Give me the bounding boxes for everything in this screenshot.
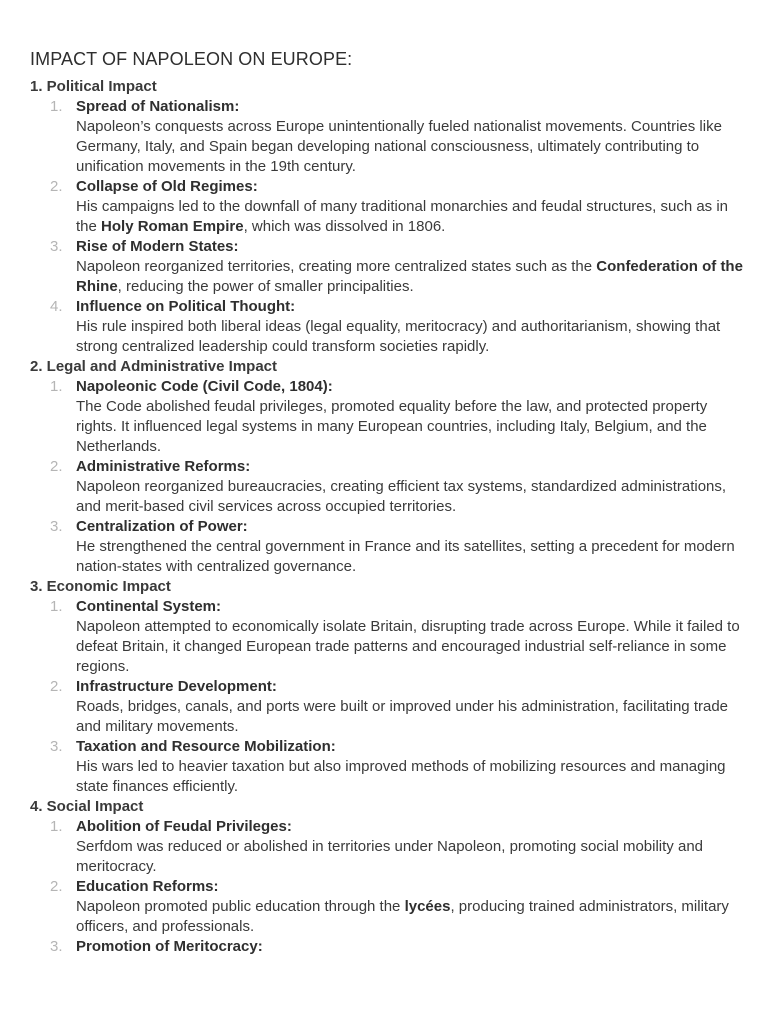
section-heading: 3. Economic Impact [30, 578, 171, 595]
list-item [30, 877, 744, 937]
list-item-number: 3. [50, 238, 63, 255]
body-text: Napoleon promoted public education through the [76, 898, 405, 915]
list-item-number: 2. [50, 878, 63, 895]
body-text: , which was dissolved in 1806. [243, 218, 446, 235]
list-item-number: 1. [50, 378, 63, 395]
document [30, 46, 744, 957]
list-item-body: Napoleon reorganized bureaucracies, creating efficient tax systems, standardized administrations, and merit-based civil services across occupied territories. [76, 478, 727, 515]
list-item-heading: Continental System: [76, 598, 222, 615]
list-item [30, 677, 744, 737]
list-item-body [76, 197, 744, 237]
sections-container [30, 77, 744, 957]
list-item [30, 297, 744, 357]
list-item-body: Napoleon attempted to economically isolate Britain, disrupting trade across Europe. While it failed to defeat Britain, it changed European trade patterns and encouraged industrial self-reliance in some regions. [76, 618, 740, 675]
body-text: His campaigns led to the downfall of many traditional monarchies and feudal structures, such as in the [76, 198, 729, 235]
list-item [30, 517, 744, 577]
list-item-body: Serfdom was reduced or abolished in territories under Napoleon, promoting social mobility and meritocracy. [76, 838, 703, 875]
list-item-heading: Infrastructure Development: [76, 678, 277, 695]
list-item-number: 3. [50, 938, 63, 955]
list-item [30, 377, 744, 457]
list-item-body: His rule inspired both liberal ideas (legal equality, meritocracy) and authoritarianism, showing that strong centralized leadership could transform societies rapidly. [76, 318, 721, 355]
list-item-heading: Collapse of Old Regimes: [76, 178, 258, 195]
list-item-body: His wars led to heavier taxation but also improved methods of mobilizing resources and managing state finances efficiently. [76, 758, 726, 795]
body-emphasis: Holy Roman Empire [101, 218, 244, 235]
list-item-number: 4. [50, 298, 63, 315]
body-emphasis: lycées [404, 898, 451, 915]
list-item-number: 2. [50, 458, 63, 475]
list-item-heading: Administrative Reforms: [76, 458, 251, 475]
list-item-body [76, 257, 744, 297]
list-item [30, 237, 744, 297]
list-item [30, 937, 744, 957]
section-heading: 2. Legal and Administrative Impact [30, 358, 278, 375]
list-item-number: 3. [50, 518, 63, 535]
numbered-list [30, 377, 744, 577]
list-item [30, 177, 744, 237]
body-emphasis: Confederation of the Rhine [76, 258, 743, 295]
body-text: , reducing the power of smaller principalities. [117, 278, 414, 295]
body-text: Napoleon reorganized territories, creating more centralized states such as the [76, 258, 597, 275]
list-item-heading: Abolition of Feudal Privileges: [76, 818, 292, 835]
list-item-number: 1. [50, 598, 63, 615]
list-item-number: 2. [50, 178, 63, 195]
body-text: , producing trained administrators, military officers, and professionals. [76, 898, 729, 935]
document-title: IMPACT OF NAPOLEON ON EUROPE: [30, 49, 353, 69]
numbered-list [30, 597, 744, 797]
list-item-number: 1. [50, 98, 63, 115]
list-item-body: He strengthened the central government in France and its satellites, setting a precedent for modern nation-states with centralized governance. [76, 538, 735, 575]
list-item-number: 2. [50, 678, 63, 695]
list-item-heading: Promotion of Meritocracy: [76, 938, 263, 955]
section-heading: 1. Political Impact [30, 78, 157, 95]
list-item [30, 457, 744, 517]
list-item-heading: Taxation and Resource Mobilization: [76, 738, 336, 755]
list-item-heading: Education Reforms: [76, 878, 219, 895]
list-item-body: Roads, bridges, canals, and ports were built or improved under his administration, facilitating trade and military movements. [76, 698, 729, 735]
list-item-heading: Napoleonic Code (Civil Code, 1804): [76, 378, 333, 395]
list-item [30, 817, 744, 877]
list-item-body: Napoleon’s conquests across Europe unintentionally fueled nationalist movements. Countries like Germany, Italy, and Spain began developing national consciousness, ultimately contributing to unification movements in the 19th century. [76, 118, 722, 175]
numbered-list [30, 97, 744, 357]
list-item-body [76, 897, 744, 937]
list-item [30, 97, 744, 177]
list-item-heading: Rise of Modern States: [76, 238, 239, 255]
list-item-number: 1. [50, 818, 63, 835]
section-heading: 4. Social Impact [30, 798, 144, 815]
list-item-number: 3. [50, 738, 63, 755]
list-item [30, 737, 744, 797]
list-item-heading: Centralization of Power: [76, 518, 248, 535]
numbered-list [30, 817, 744, 957]
list-item [30, 597, 744, 677]
list-item-heading: Influence on Political Thought: [76, 298, 296, 315]
list-item-heading: Spread of Nationalism: [76, 98, 240, 115]
list-item-body: The Code abolished feudal privileges, promoted equality before the law, and protected property rights. It influenced legal systems in many European countries, including Italy, Belgium, and the Netherlands. [76, 398, 708, 455]
